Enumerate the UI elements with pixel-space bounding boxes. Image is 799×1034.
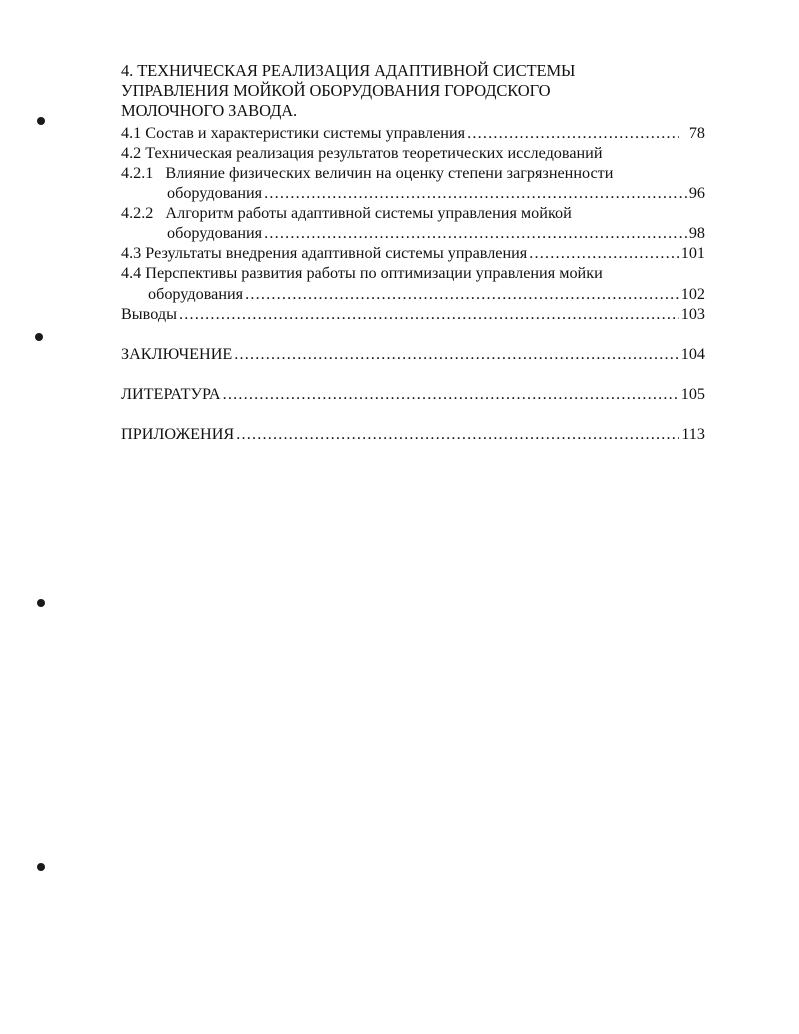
- dot-leader: [264, 223, 687, 243]
- toc-entry-4-2-2[interactable]: [121, 203, 705, 223]
- chapter-heading-line: МОЛОЧНОГО ЗАВОДА.: [121, 101, 298, 120]
- toc-entry-4-4[interactable]: [121, 263, 705, 283]
- toc-entry-title: ПРИЛОЖЕНИЯ: [121, 425, 235, 443]
- toc-entry-title: Выводы: [121, 305, 177, 323]
- toc-entry-conclusions[interactable]: [121, 304, 705, 324]
- toc-entry-conclusion[interactable]: [121, 344, 705, 364]
- dot-leader: [245, 284, 679, 304]
- toc-page-number: 103: [680, 305, 705, 323]
- toc-entry-number: 4.2.1: [121, 164, 154, 182]
- toc-entry-title-continued: оборудования: [148, 285, 244, 303]
- dot-leader: [529, 243, 678, 263]
- toc-entry-title-continued: оборудования: [167, 224, 263, 242]
- punch-hole-mark: [37, 599, 45, 607]
- punch-hole-mark: [37, 117, 45, 125]
- chapter-heading-line: 4. ТЕХНИЧЕСКАЯ РЕАЛИЗАЦИЯ АДАПТИВНОЙ СИСТЕМЫ: [121, 61, 576, 80]
- dot-leader: [236, 424, 679, 444]
- chapter-heading: [121, 61, 681, 121]
- toc-entry-4-3[interactable]: [121, 243, 705, 263]
- punch-hole-mark: [37, 863, 45, 871]
- toc-page-number: 102: [680, 285, 705, 303]
- toc-entry-4-2-2-continuation[interactable]: [167, 223, 705, 243]
- toc-page-number: 104: [680, 345, 705, 363]
- toc-entry-title: 4.1 Состав и характеристики системы управления: [121, 124, 466, 142]
- toc-entry-title-continued: оборудования: [167, 184, 263, 202]
- toc-entry-title: 4.3 Результаты внедрения адаптивной системы управления: [121, 244, 528, 262]
- dot-leader: [223, 384, 679, 404]
- toc-page-number: 113: [681, 425, 705, 443]
- dot-leader: [467, 123, 679, 143]
- toc-entry-number: 4.2.2: [121, 204, 154, 222]
- toc-entry-4-1[interactable]: [121, 123, 705, 143]
- toc-page-number: 78: [688, 124, 705, 142]
- toc-entry-title: 4.4 Перспективы развития работы по оптимизации управления мойки: [121, 264, 603, 282]
- toc-page-number: 98: [688, 224, 705, 242]
- toc-entry-4-4-continuation[interactable]: [148, 284, 705, 304]
- toc-entry-title: Влияние физических величин на оценку степени загрязненности: [165, 164, 614, 182]
- toc-page-number: 101: [680, 244, 705, 262]
- toc-entry-4-2-1-continuation[interactable]: [167, 183, 705, 203]
- toc-entry-title: ЗАКЛЮЧЕНИЕ: [121, 345, 233, 363]
- toc-page-number: 96: [688, 184, 705, 202]
- toc-entry-title: 4.2 Техническая реализация результатов теоретических исследований: [121, 144, 603, 162]
- dot-leader: [234, 344, 678, 364]
- toc-entry-4-2[interactable]: [121, 143, 705, 163]
- toc-entry-4-2-1[interactable]: [121, 163, 705, 183]
- toc-page-number: 105: [680, 385, 705, 403]
- toc-entry-literature[interactable]: [121, 384, 705, 404]
- punch-hole-mark: [35, 333, 43, 341]
- toc-entry-title: Алгоритм работы адаптивной системы управления мойкой: [165, 204, 572, 222]
- toc-entry-title: ЛИТЕРАТУРА: [121, 385, 221, 403]
- dot-leader: [264, 183, 687, 203]
- dot-leader: [179, 304, 679, 324]
- chapter-heading-line: УПРАВЛЕНИЯ МОЙКОЙ ОБОРУДОВАНИЯ ГОРОДСКОГО: [121, 81, 551, 100]
- toc-entry-appendices[interactable]: [121, 424, 705, 444]
